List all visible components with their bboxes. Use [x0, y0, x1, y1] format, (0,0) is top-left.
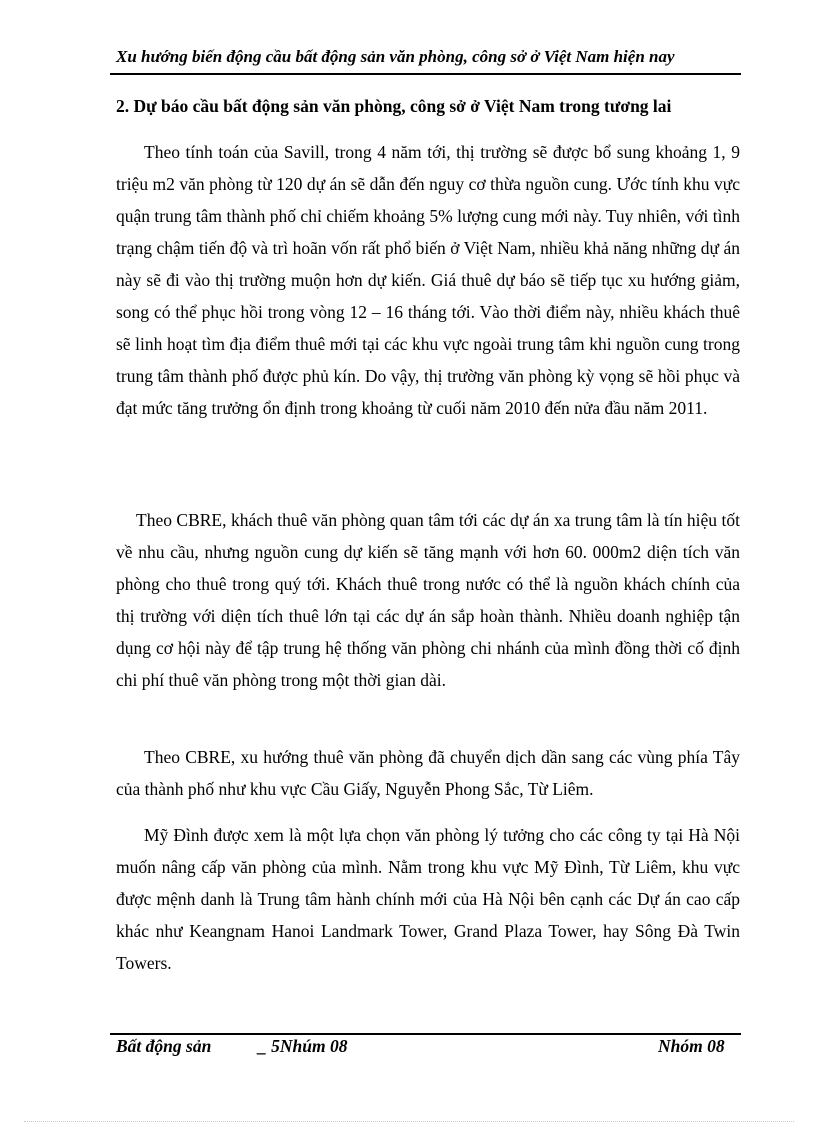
footer-left-text: Bất động sản — [116, 1036, 212, 1056]
page-boundary-line — [24, 1121, 794, 1122]
footer-middle-text: _ 5Nhúm 08 — [258, 1036, 348, 1056]
running-header-title: Xu hướng biến động cầu bất động sản văn phòng, công sở ở Việt Nam hiện nay — [116, 47, 675, 66]
body-paragraph: Theo CBRE, khách thuê văn phòng quan tâm tới các dự án xa trung tâm là tín hiệu tốt về nhu cầu, nhưng nguồn cung dự kiến sẽ tăng mạnh với hơn 60. 000m2 diện tích văn phòng cho thuê trong quý tới. Khách thuê trong nước có thể là nguồn khách chính của thị trường với diện tích thuê lớn tại các dự án sắp hoàn thành. Nhiều doanh nghiệp tận dụng cơ hội này để tập trung hệ thống văn phòng chi nhánh của mình đồng thời cố định chi phí thuê văn phòng trong một thời gian dài. — [116, 510, 740, 690]
body-paragraph: Theo CBRE, xu hướng thuê văn phòng đã chuyển dịch dần sang các vùng phía Tây của thành phố như khu vực Cầu Giấy, Nguyễn Phong Sắc, Từ Liêm. — [116, 747, 740, 799]
footer-right-text: Nhóm 08 — [658, 1036, 725, 1056]
body-paragraph: Mỹ Đình được xem là một lựa chọn văn phòng lý tưởng cho các công ty tại Hà Nội muốn nâng cấp văn phòng của mình. Nằm trong khu vực Mỹ Đình, Từ Liêm, khu vực được mệnh danh là Trung tâm hành chính mới của Hà Nội bên cạnh các Dự án cao cấp khác như Keangnam Hanoi Landmark Tower, Grand Plaza Tower, hay Sông Đà Twin Towers. — [116, 825, 740, 973]
footer-divider — [110, 1033, 741, 1035]
section-heading: 2. Dự báo cầu bất động sản văn phòng, công sở ở Việt Nam trong tương lai — [116, 96, 672, 116]
header-divider — [110, 73, 741, 75]
body-paragraph: Theo tính toán của Savill, trong 4 năm tới, thị trường sẽ được bổ sung khoảng 1, 9 triệu m2 văn phòng từ 120 dự án sẽ dẫn đến nguy cơ thừa nguồn cung. Ước tính khu vực quận trung tâm thành phố chỉ chiếm khoảng 5% lượng cung mới này. Tuy nhiên, với tình trạng chậm tiến độ và trì hoãn vốn rất phổ biến ở Việt Nam, nhiều khả năng những dự án này sẽ đi vào thị trường muộn hơn dự kiến. Giá thuê dự báo sẽ tiếp tục xu hướng giảm, song có thể phục hồi trong vòng 12 – 16 tháng tới. Vào thời điểm này, nhiều khách thuê sẽ linh hoạt tìm địa điểm thuê mới tại các khu vực ngoài trung tâm khi nguồn cung trong trung tâm thành phố được phủ kín. Do vậy, thị trường văn phòng kỳ vọng sẽ hồi phục và đạt mức tăng trưởng ổn định trong khoảng từ cuối năm 2010 đến nửa đầu năm 2011. — [116, 142, 740, 418]
